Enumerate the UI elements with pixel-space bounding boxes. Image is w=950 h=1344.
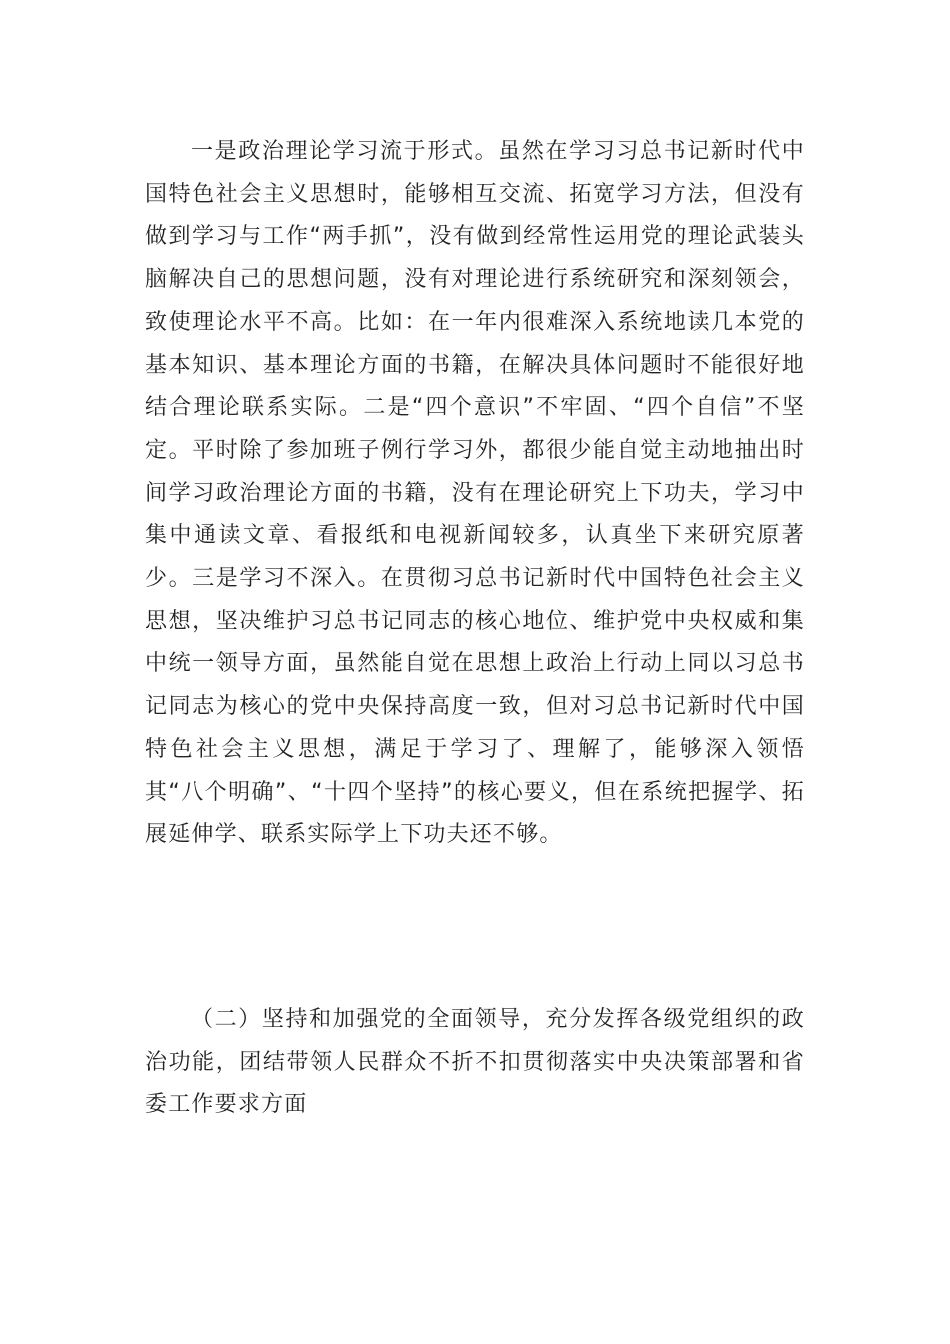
section-heading-party-leadership: （二）坚持和加强党的全面领导，充分发挥各级党组织的政治功能，团结带领人民群众不折不扣贯彻落实中央决策部署和省委工作要求方面 <box>145 1007 805 1118</box>
body-paragraph-political-study: 一是政治理论学习流于形式。虽然在学习习总书记新时代中国特色社会主义思想时，能够相互交流、拓宽学习方法，但没有做到学习与工作“两手抓”，没有做到经常性运用党的理论武装头脑解决自己的思想问题，没有对理论进行系统研究和深刻领会，致使理论水平不高。比如：在一年内很难深入系统地读几本党的基本知识、基本理论方面的书籍，在解决具体问题时不能很好地结合理论联系实际。二是“四个意识”不牢固、“四个自信”不坚定。平时除了参加班子例行学习外，都很少能自觉主动地抽出时间学习政治理论方面的书籍，没有在理论研究上下功夫，学习中集中通读文章、看报纸和电视新闻较多，认真坐下来研究原著少。三是学习不深入。在贯彻习总书记新时代中国特色社会主义思想，坚决维护习总书记同志的核心地位、维护党中央权威和集中统一领导方面，虽然能自觉在思想上政治上行动上同以习总书记同志为核心的党中央保持高度一致，但对习总书记新时代中国特色社会主义思想，满足于学习了、理解了，能够深入领悟其“八个明确”、“十四个坚持”的核心要义，但在系统把握学、拓展延伸学、联系实际学上下功夫还不够。 <box>145 139 805 848</box>
